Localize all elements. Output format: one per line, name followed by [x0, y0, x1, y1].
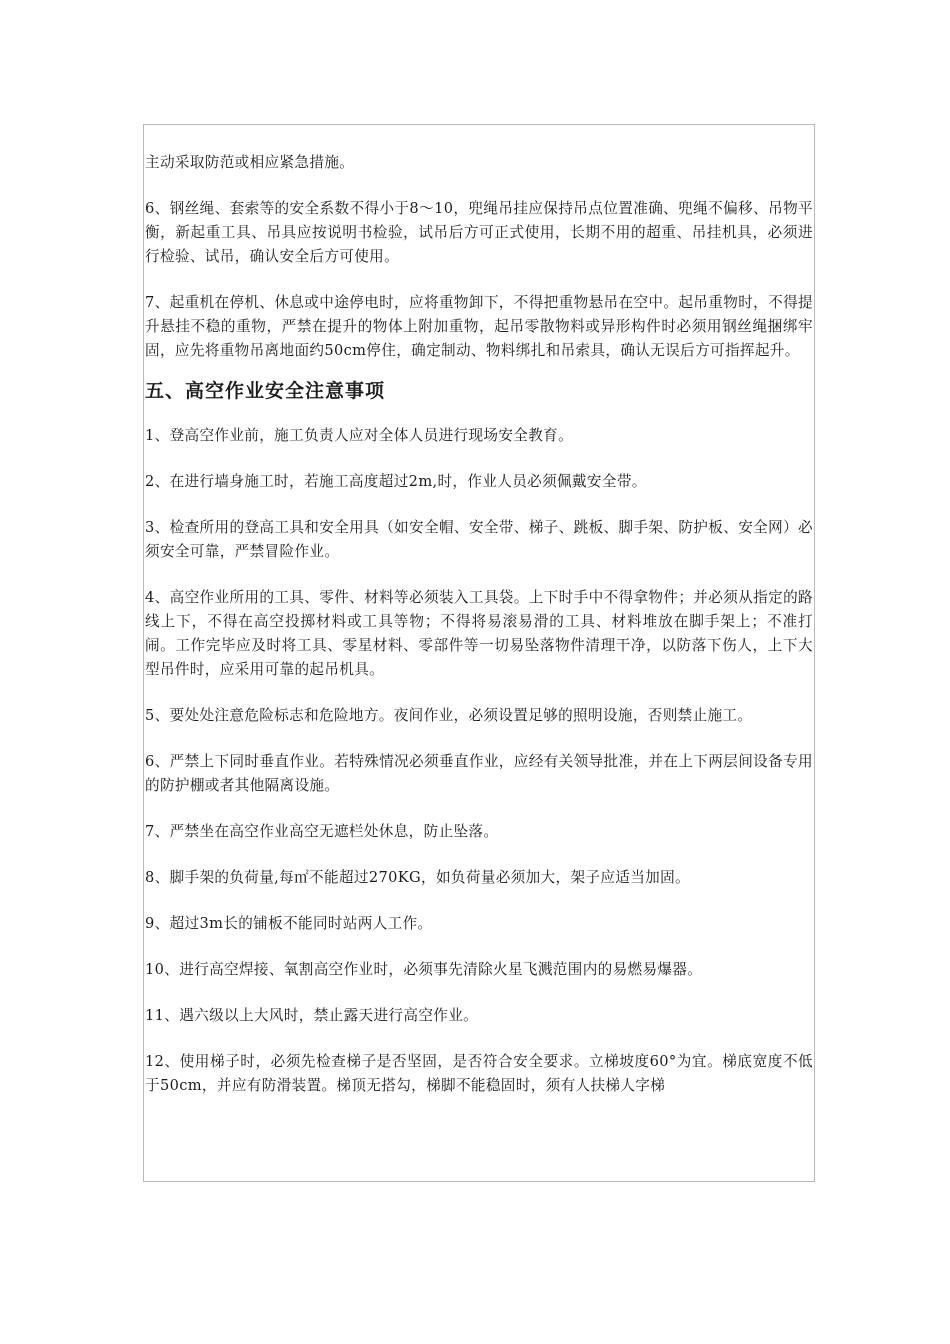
list-item: 6、严禁上下同时垂直作业。若特殊情况必须垂直作业，应经有关领导批准，并在上下两层间设备专用的防护棚或者其他隔离设施。 [145, 753, 813, 794]
list-item: 1、登高空作业前，施工负责人应对全体人员进行现场安全教育。 [145, 427, 574, 444]
list-item: 7、严禁坐在高空作业高空无遮栏处休息，防止坠落。 [145, 823, 499, 840]
list-item: 12、使用梯子时，必须先检查梯子是否坚固，是否符合安全要求。立梯坡度60°为宜。梯底宽度不低于50cm，并应有防滑装置。梯顶无搭勾，梯脚不能稳固时，须有人扶梯人字梯 [145, 1053, 813, 1094]
paragraph-item-6-steel-rope: 6、钢丝绳、套索等的安全系数不得小于8～10，兜绳吊挂应保持吊点位置准确、兜绳不偏移、吊物平衡，新起重工具、吊具应按说明书检验，试吊后方可正式使用，长期不用的超重、吊挂机具，必须进行检验、试吊，确认安全后方可使用。 [145, 200, 813, 265]
document-content [145, 151, 813, 1120]
paragraph-item-7-crane-stop: 7、起重机在停机、休息或中途停电时，应将重物卸下，不得把重物悬吊在空中。起吊重物时，不得提升悬挂不稳的重物，严禁在提升的物体上附加重物，起吊零散物料或异形构件时必须用钢丝绳捆绑牢固，应先将重物吊离地面约50cm停住，确定制动、物料绑扎和吊索具，确认无误后方可指挥起升。 [145, 294, 813, 359]
section-title: 五、高空作业安全注意事项 [145, 380, 386, 402]
list-item: 9、超过3m长的铺板不能同时站两人工作。 [145, 915, 433, 932]
list-item: 3、检查所用的登高工具和安全用具（如安全帽、安全带、梯子、跳板、脚手架、防护板、安全网）必须安全可靠，严禁冒险作业。 [145, 519, 813, 560]
list-item: 11、遇六级以上大风时，禁止露天进行高空作业。 [145, 1007, 479, 1024]
list-item: 5、要处处注意危险标志和危险地方。夜间作业，必须设置足够的照明设施，否则禁止施工。 [145, 707, 753, 724]
list-item: 10、进行高空焊接、氧割高空作业时，必须事先清除火星飞溅范围内的易燃易爆器。 [145, 961, 703, 978]
list-item: 8、脚手架的负荷量,每㎡不能超过270KG，如负荷量必须加大，架子应适当加固。 [145, 869, 690, 886]
list-item: 4、高空作业所用的工具、零件、材料等必须装入工具袋。上下时手中不得拿物件；并必须从指定的路线上下，不得在高空投掷材料或工具等物；不得将易滚易滑的工具、材料堆放在脚手架上；不准打闹。工作完毕应及时将工具、零星材料、零部件等一切易坠落物件清理干净，以防落下伤人，上下大型吊件时，应采用可靠的起吊机具。 [145, 589, 813, 678]
list-item: 2、在进行墙身施工时，若施工高度超过2m,时，作业人员必须佩戴安全带。 [145, 473, 647, 490]
document-frame [143, 124, 815, 1182]
paragraph-continuation: 主动采取防范或相应紧急措施。 [145, 154, 355, 171]
